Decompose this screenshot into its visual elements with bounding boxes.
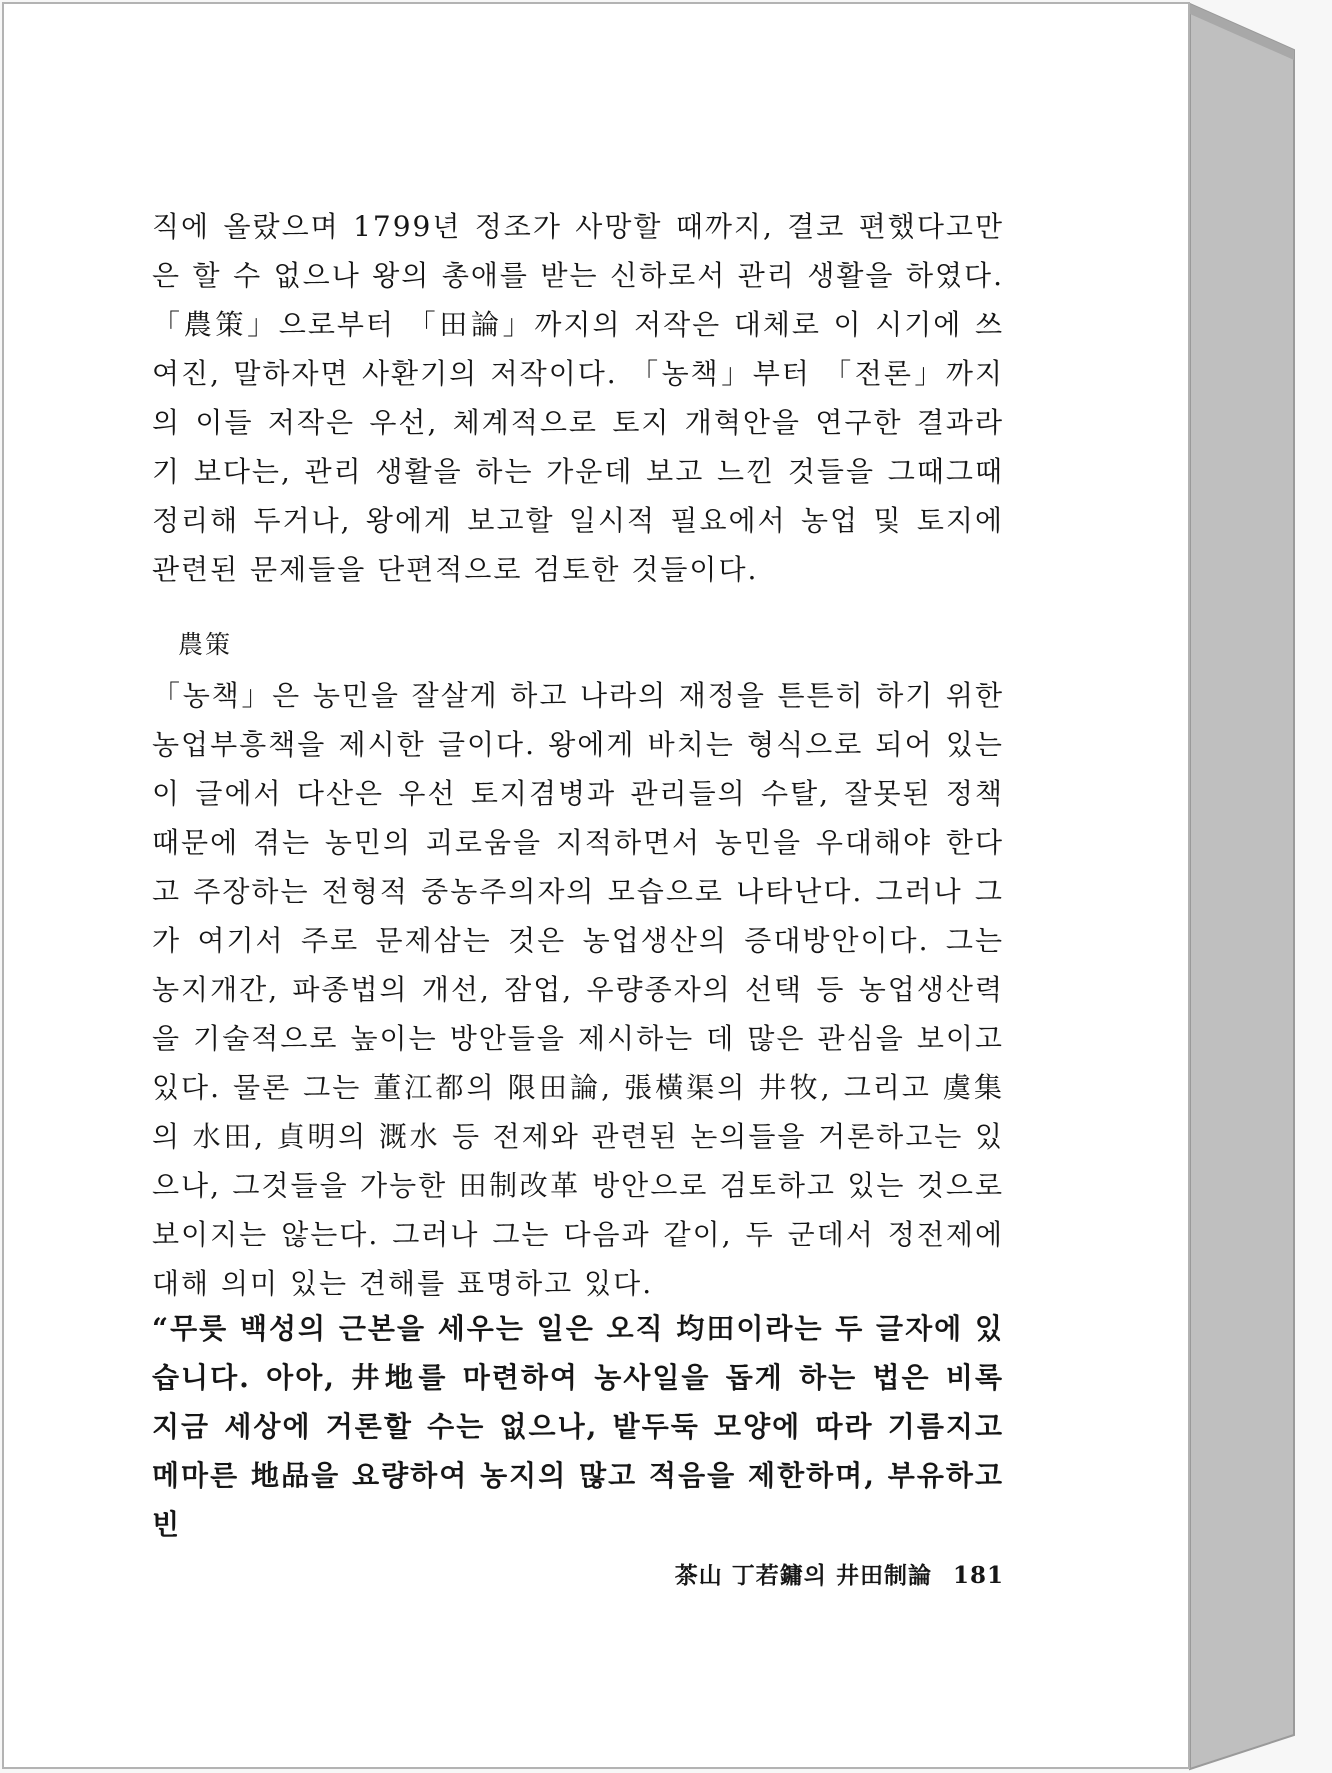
book-page bbox=[2, 2, 1190, 1769]
body-paragraph: 「농책」은 농민을 잘살게 하고 나라의 재정을 튼튼히 하기 위한 농업부흥책을 제시한 글이다. 왕에게 바치는 형식으로 되어 있는 이 글에서 다산은 우선 토지겸병과 관리들의 수탈, 잘못된 정책 때문에 겪는 농민의 괴로움을 지적하면서 농민을 우대해야 한다고 주장하는 전형적 중농주의자의 모습으로 나타난다. 그러나 그가 여기서 주로 문제삼는 것은 농업생산의 증대방안이다. 그는 농지개간, 파종법의 개선, 잠업, 우량종자의 선택 등 농업생산력을 기술적으로 높이는 방안들을 제시하는 데 많은 관심을 보이고 있다. 물론 그는 董江都의 限田論, 張橫渠의 井牧, 그리고 虞集의 水田, 貞明의 溉水 등 전제와 관련된 논의들을 거론하고는 있으나, 그것들을 가능한 田制改革 방안으로 검토하고 있는 것으로 보이지는 않는다. 그러나 그는 다음과 같이, 두 군데서 정전제에 대해 의미 있는 견해를 표명하고 있다. bbox=[152, 679, 1004, 1300]
quote-paragraph: “무릇 백성의 근본을 세우는 일은 오직 均田이라는 두 글자에 있습니다. 아아, 井地를 마련하여 농사일을 돕게 하는 법은 비록 지금 세상에 거론할 수는 없으나, 밭두둑 모양에 따라 기름지고 메마른 地品을 요량하여 농지의 많고 적음을 제한하며, 부유하고 빈 bbox=[152, 1312, 1004, 1541]
running-title: 茶山 丁若鏞의 井田制論 bbox=[674, 1562, 932, 1589]
page-footer bbox=[674, 1557, 1004, 1590]
page-number: 181 bbox=[952, 1562, 1004, 1589]
section-heading: 農策 bbox=[178, 630, 233, 659]
intro-paragraph: 직에 올랐으며 1799년 정조가 사망할 때까지, 결코 편했다고만은 할 수 없으나 왕의 총애를 받는 신하로서 관리 생활을 하였다. 「農策」으로부터 「田論」까지의 저작은 대체로 이 시기에 쓰여진, 말하자면 사환기의 저작이다. 「농책」부터 「전론」까지의 이들 저작은 우선, 체계적으로 토지 개혁안을 연구한 결과라기 보다는, 관리 생활을 하는 가운데 보고 느낀 것들을 그때그때 정리해 두거나, 왕에게 보고할 일시적 필요에서 농업 및 토지에 관련된 문제들을 단편적으로 검토한 것들이다. bbox=[152, 210, 1004, 586]
